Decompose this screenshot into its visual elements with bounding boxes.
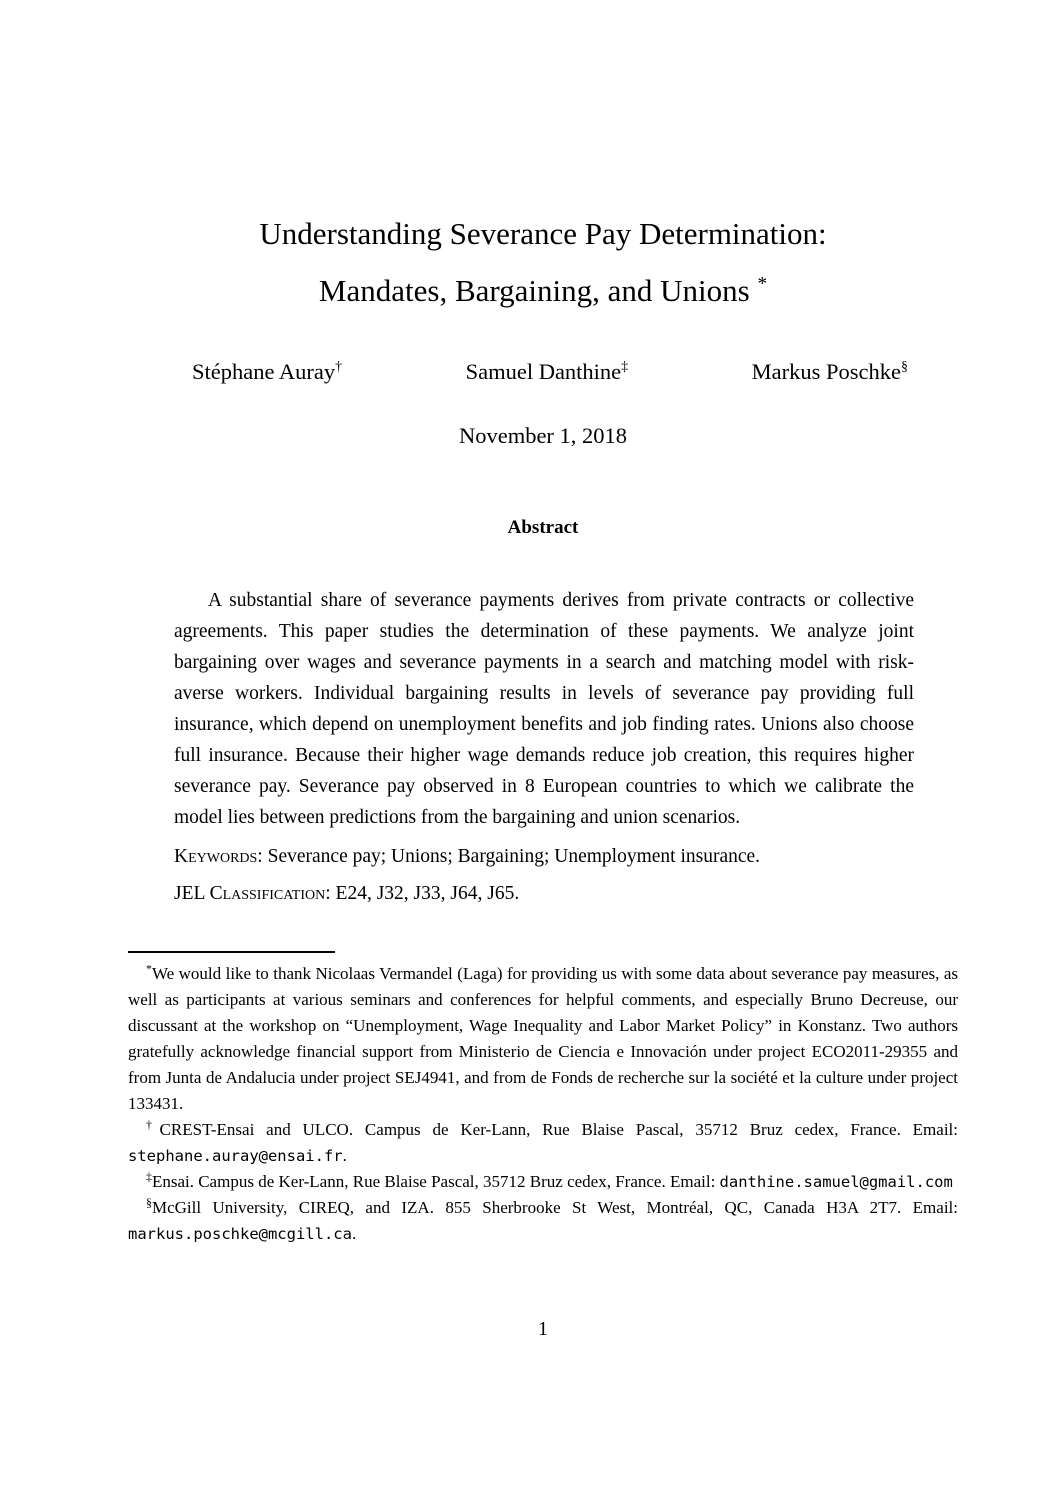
footnote-affiliation-3-email: markus.poschke@mcgill.ca [128,1225,352,1243]
footnote-thanks-text: We would like to thank Nicolaas Vermandel (Laga) for providing us with some data about severance pay measures, as well as participants at various seminars and conferences for helpful comments, and especially Bruno Decreuse, our discussant at the workshop on “Unemployment, Wage Inequality and Labor Market Policy” in Konstanz. Two authors gratefully acknowledge financial support from Ministerio de Ciencia e Innovación under project ECO2011-29355 and from Junta de Andalucia under project SEJ4941, and from de Fonds de recherche sur la société et la culture under project 133431. [128,964,958,1113]
abstract-text: A substantial share of severance payments derives from private contracts or collective agreements. This paper studies the determination of these payments. We analyze joint bargaining over wages and severance payments in a search and matching model with risk-averse workers. Individual bargaining results in levels of severance pay providing full insurance, which depend on unemployment benefits and job finding rates. Unions also choose full insurance. Because their higher wage demands reduce job creation, this requires higher severance pay. Severance pay observed in 8 European countries to which we calibrate the model lies between predictions from the bargaining and union scenarios. [174,590,914,828]
footnote-thanks-marker: * [146,961,152,976]
title-thanks-mark: * [757,273,768,295]
author-1-mark: † [335,359,343,375]
footnote-affiliation-1-email: stephane.auray@ensai.fr [128,1147,343,1165]
author-3-name: Markus Poschke [751,359,902,384]
author-2-name: Samuel Danthine [465,359,622,384]
jel-line [174,878,914,909]
footnote-affiliation-2-text: Ensai. Campus de Ker-Lann, Rue Blaise Pascal, 35712 Bruz cedex, France. Email: [151,1172,720,1191]
footnote-affiliation-2 [128,1169,958,1195]
footnote-thanks [128,961,958,1117]
footnote-affiliation-3-marker: § [146,1195,152,1210]
footnote-affiliation-3-after: . [351,1224,357,1243]
footnote-affiliation-1-after: . [342,1146,347,1165]
title-line-1: Understanding Severance Pay Determination: [259,216,827,251]
title-line-2: Mandates, Bargaining, and Unions [318,273,750,308]
footnote-affiliation-1-text: CREST-Ensai and ULCO. Campus de Ker-Lann, Rue Blaise Pascal, 35712 Bruz cedex, France. Email: [159,1120,958,1139]
jel-label: JEL Classification: [174,883,331,904]
footnote-affiliation-3-text: McGill University, CIREQ, and IZA. 855 Sherbrooke St West, Montréal, QC, Canada H3A 2T7. Email: [151,1198,958,1217]
paper-date: November 1, 2018 [458,423,628,448]
page-number: 1 [538,1318,548,1340]
author-1-name: Stéphane Auray [192,359,336,384]
keywords-text: Severance pay; Unions; Bargaining; Unemployment insurance. [267,846,761,867]
footnote-affiliation-2-marker: ‡ [146,1169,152,1184]
paper-title [128,205,958,319]
abstract-heading: Abstract [507,517,579,538]
keywords-label: Keywords: [174,846,263,867]
footnote-section [128,961,958,1247]
footnote-rule [128,951,335,953]
footnote-affiliation-1-marker: † [146,1117,160,1132]
keywords-line [174,841,914,872]
author-2-mark: ‡ [621,359,629,375]
footnote-affiliation-2-email: danthine.samuel@gmail.com [719,1173,953,1191]
author-3 [752,359,908,385]
author-3-mark: § [901,359,908,375]
footnote-affiliation-1 [128,1117,958,1169]
author-row [192,359,908,385]
paper-content [128,0,958,1247]
author-1 [192,359,342,385]
jel-text: E24, J32, J33, J64, J65. [335,883,520,904]
footnote-affiliation-3 [128,1195,958,1247]
author-2 [466,359,629,385]
